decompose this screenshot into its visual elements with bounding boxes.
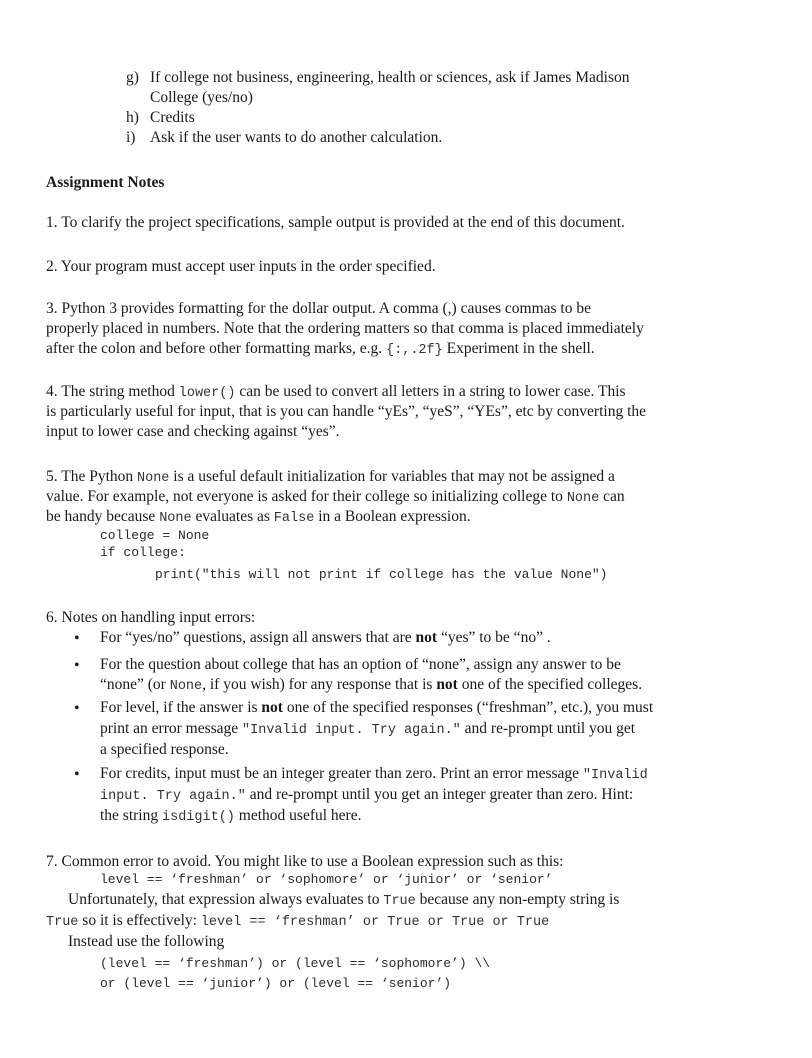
text: so it is effectively: (78, 912, 201, 929)
section-heading: Assignment Notes (46, 174, 165, 191)
code-inline: None (159, 511, 192, 526)
code-inline: True (383, 894, 416, 909)
text: , if you wish) for any response that is (202, 676, 437, 693)
text: in a Boolean expression. (314, 508, 471, 525)
code-inline: None (169, 679, 203, 694)
text: is a useful default initialization for variables that may not be assigned a (169, 468, 615, 485)
bullet-icon: • (74, 630, 80, 647)
note-2: 2. Your program must accept user inputs in the order specified. (46, 258, 436, 275)
code-line: (level == ‘freshman’) or (level == ‘sophomore’) \\ (100, 956, 491, 971)
note-4-line-3: input to lower case and checking against “yes”. (46, 423, 340, 440)
note-3-line-3 (46, 339, 595, 360)
note-6-bullet-3-line-2 (100, 719, 635, 740)
text: For “yes/no” questions, assign all answers that are (100, 629, 416, 646)
note-7-line-4: Instead use the following (68, 933, 225, 950)
text: For credits, input must be an integer greater than zero. Print an error message (100, 765, 583, 782)
text: and re-prompt until you get (460, 720, 636, 737)
note-4-line-2: is particularly useful for input, that is you can handle “yEs”, “yeS”, “YEs”, etc by converting the (46, 403, 647, 420)
list-item-g-cont: College (yes/no) (150, 89, 253, 106)
list-item-g (126, 68, 630, 87)
note-6-bullet-3-line-3: a specified response. (100, 741, 229, 758)
text: be handy because (46, 508, 160, 525)
code-inline: input. Try again." (100, 789, 246, 804)
text: after the colon and before other formatting marks, e.g. (46, 340, 387, 357)
note-4-line-1 (46, 382, 626, 403)
note-6-bullet-1 (100, 628, 551, 647)
list-label: g) (126, 69, 139, 86)
text: and re-prompt until you get an integer greater than zero. Hint: (245, 786, 634, 803)
code-line: if college: (100, 545, 186, 560)
text: Unfortunately, that expression always evaluates to (68, 891, 384, 908)
list-text: Ask if the user wants to do another calculation. (150, 129, 443, 146)
code-line: college = None (100, 528, 210, 543)
note-6-bullet-2-line-1: For the question about college that has an option of “none”, assign any answer to be (100, 656, 621, 673)
text: “yes” to be “no” . (437, 629, 551, 646)
note-1: 1. To clarify the project specifications, sample output is provided at the end of this document. (46, 214, 625, 231)
text: one of the specified responses (“freshman”, etc.), you must (282, 699, 654, 716)
code-inline: None (137, 471, 170, 486)
list-label: i) (126, 129, 136, 146)
text: evaluates as (191, 508, 274, 525)
note-7-line-3 (46, 911, 549, 932)
list-text: Credits (150, 109, 195, 126)
note-5-line-2 (46, 487, 625, 508)
note-6-bullet-4-line-2 (100, 785, 633, 806)
note-7-line-2 (68, 890, 619, 911)
code-inline: None (566, 491, 600, 506)
note-3-line-2: properly placed in numbers. Note that the ordering matters so that comma is placed immediately (46, 320, 644, 337)
text: For level, if the answer is (100, 699, 262, 716)
note-6-bullet-4-line-3 (100, 806, 361, 827)
note-6-bullet-3-line-1 (100, 698, 653, 717)
text: 4. The string method (46, 383, 179, 400)
text-bold: not (261, 699, 283, 716)
note-6-title: 6. Notes on handling input errors: (46, 609, 256, 626)
text: one of the specified colleges. (457, 676, 643, 693)
code-line: or (level == ‘junior’) or (level == ‘senior’) (100, 976, 452, 991)
text: method useful here. (234, 807, 362, 824)
note-5-line-3 (46, 507, 471, 528)
code-inline: "Invalid input. Try again." (242, 723, 461, 738)
text: print an error message (100, 720, 243, 737)
code-line: print("this will not print if college has the value None") (155, 567, 608, 582)
list-item-i (126, 128, 442, 147)
text: the string (100, 807, 162, 824)
text: can (599, 488, 625, 505)
note-7-title: 7. Common error to avoid. You might like to use a Boolean expression such as this: (46, 853, 564, 870)
list-label: h) (126, 109, 139, 126)
text: Experiment in the shell. (442, 340, 595, 357)
code-inline: level == ‘freshman’ or True or True or True (200, 915, 550, 930)
list-item-h (126, 108, 195, 127)
text: because any non-empty string is (415, 891, 620, 908)
bullet-icon: • (74, 766, 80, 783)
bullet-icon: • (74, 700, 80, 717)
note-6-bullet-4-line-1 (100, 764, 648, 785)
bullet-icon: • (74, 657, 80, 674)
text: “none” (or (100, 676, 170, 693)
text: value. For example, not everyone is asked for their college so initializing college to (46, 488, 567, 505)
text: 5. The Python (46, 468, 137, 485)
code-inline: "Invalid (582, 768, 648, 783)
code-inline: False (273, 511, 315, 526)
code-inline: lower() (178, 386, 236, 401)
text-bold: not (415, 629, 438, 646)
code-line: level == ‘freshman’ or ‘sophomore’ or ‘junior’ or ‘senior’ (100, 872, 553, 887)
text: can be used to convert all letters in a string to lower case. This (235, 383, 626, 400)
text-bold: not (436, 676, 458, 693)
note-5-line-1 (46, 467, 615, 488)
code-inline: isdigit() (162, 810, 235, 825)
note-6-bullet-2-line-2 (100, 675, 642, 696)
code-inline: True (46, 915, 79, 930)
code-inline: {:,.2f} (386, 343, 443, 358)
note-3-line-1: 3. Python 3 provides formatting for the dollar output. A comma (,) causes commas to be (46, 300, 591, 317)
list-text: If college not business, engineering, health or sciences, ask if James Madison (150, 69, 630, 86)
